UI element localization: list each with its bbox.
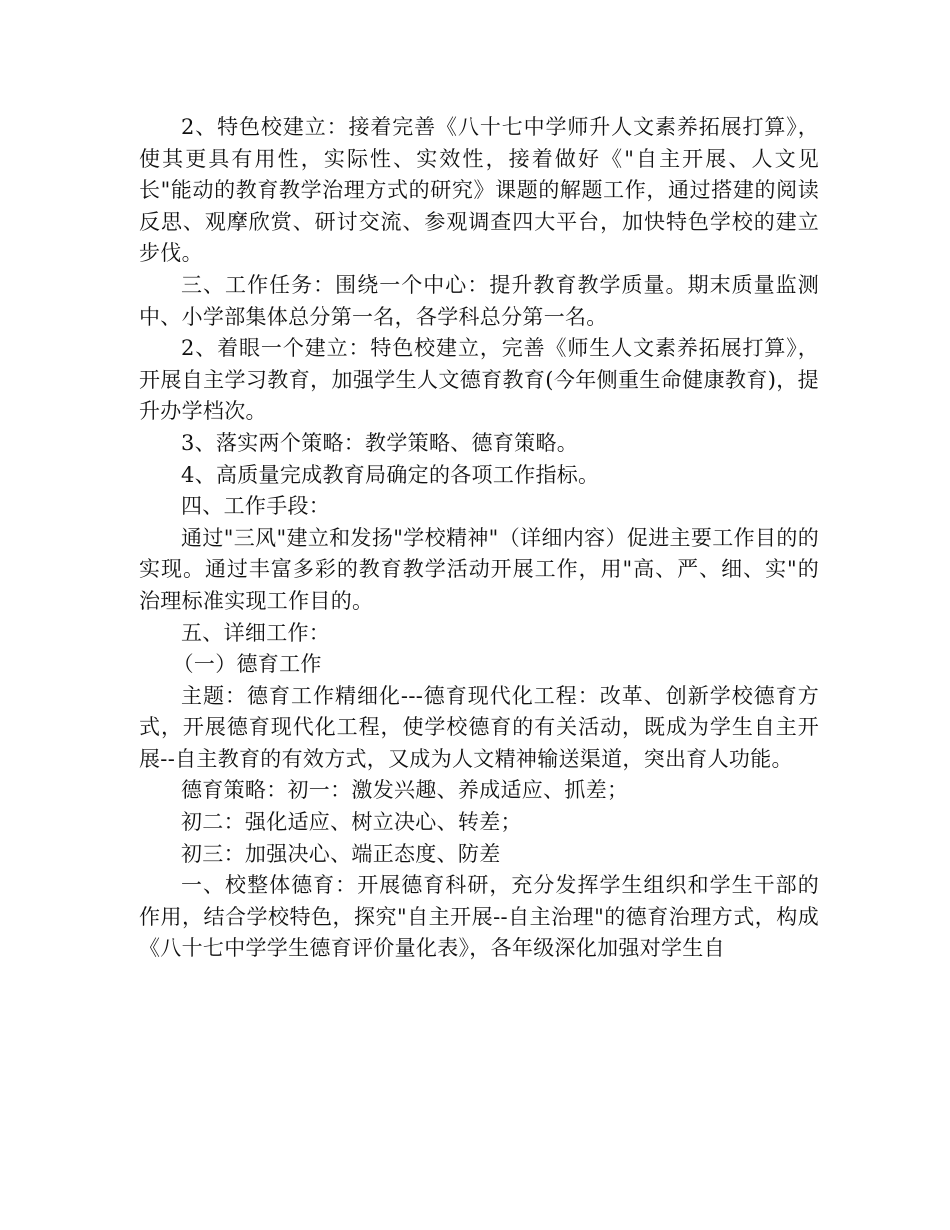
paragraph-two-strategies: 3、落实两个策略：教学策略、德育策略。 <box>181 430 579 455</box>
heading-moral-education: （一）德育工作 <box>172 652 322 677</box>
heading-detailed-work: 五、详细工作： <box>181 620 331 645</box>
paragraph-feature-school: 2、特色校建立：接着完善《八十七中学师升人文素养拓展打算》，使其更具有用性，实际性、实效性，接着做好《"自主开展、人文见长"能动的教育教学治理方式的研究》课题的解题工作，通过搭建的阅读反思、观摩欣赏、研讨交流、参观调查四大平台，加快特色学校的建立步伐。 <box>139 115 819 266</box>
paragraph-school-moral-education: 一、校整体德育：开展德育科研，充分发挥学生组织和学生干部的作用，结合学校特色，探究"自主开展--自主治理"的德育治理方式，构成《八十七中学学生德育评价量化表》，各年级深化加强对学生自 <box>139 873 819 961</box>
heading-work-methods: 四、工作手段： <box>181 494 331 519</box>
paragraph-moral-strategy-grade1: 德育策略：初一：激发兴趣、养成适应、抓差； <box>181 778 629 803</box>
paragraph-moral-strategy-grade2: 初二：强化适应、树立决心、转差； <box>181 810 522 835</box>
paragraph-moral-theme: 主题：德育工作精细化---德育现代化工程：改革、创新学校德育方式，开展德育现代化工程，使学校德育的有关活动，既成为学生自主开展--自主教育的有效方式，又成为人文精神输送渠道，突出育人功能。 <box>139 683 819 771</box>
paragraph-work-indicators: 4、高质量完成教育局确定的各项工作指标。 <box>181 462 600 487</box>
paragraph-moral-strategy-grade3: 初三：加强决心、端正态度、防差 <box>181 841 501 866</box>
paragraph-work-tasks: 三、工作任务：围绕一个中心：提升教育教学质量。期末质量监测中、小学部集体总分第一名，各学科总分第一名。 <box>139 272 819 329</box>
document-body <box>139 112 819 965</box>
paragraph-one-construction: 2、着眼一个建立：特色校建立，完善《师生人文素养拓展打算》，开展自主学习教育，加强学生人文德育教育(今年侧重生命健康教育)，提升办学档次。 <box>139 336 819 424</box>
paragraph-three-styles: 通过"三风"建立和发扬"学校精神"（详细内容）促进主要工作目的的实现。通过丰富多彩的教育教学活动开展工作，用"高、严、细、实"的治理标准实现工作目的。 <box>139 525 819 613</box>
